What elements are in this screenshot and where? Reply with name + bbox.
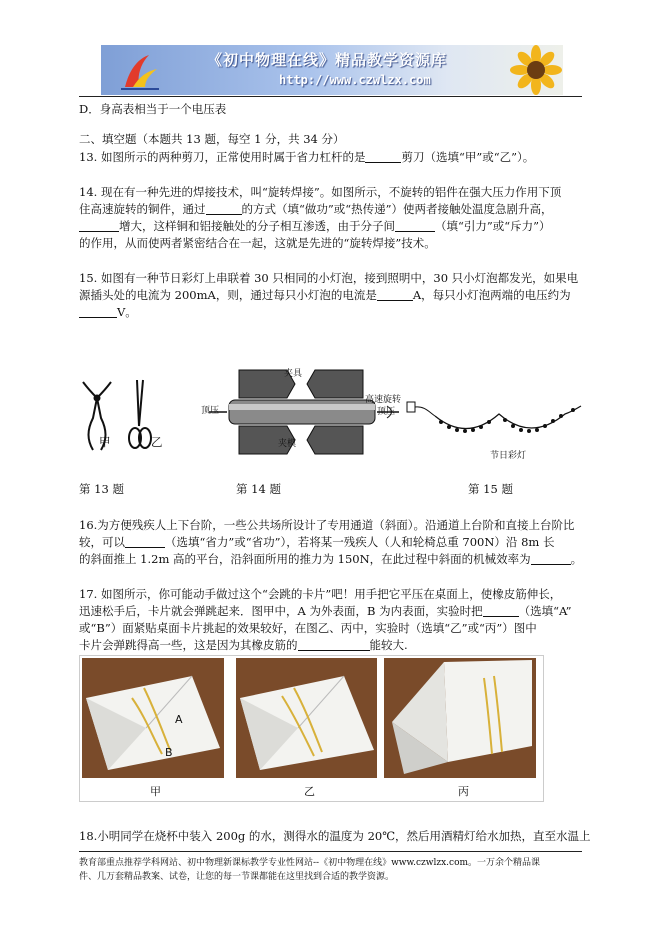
- section-heading: 二、填空题（本题共 13 题，每空 1 分，共 34 分）: [79, 132, 345, 146]
- site-logo-icon: [119, 51, 161, 91]
- q17-text-2a: 迅速松手后，卡片就会弹跳起来．图甲中，A 为外表面，B 为内表面，实验时把: [79, 604, 483, 618]
- q14-text-2b: 的方式（填“做功”或“热传递”）使两者接触处温度急剧升高，: [241, 202, 553, 216]
- q14-blank-3: [395, 219, 435, 232]
- q13-text-b: 剪刀（选填“甲”或“乙”）。: [401, 150, 535, 164]
- q16-text-3b: 。: [570, 552, 583, 566]
- photo-label-b: B: [165, 746, 173, 759]
- q14-blank-1: [206, 202, 242, 215]
- q15-blank-1: [377, 288, 413, 301]
- q14-blank-2: [79, 219, 119, 232]
- q14-line-2: [79, 201, 553, 217]
- q13-text-a: 13. 如图所示的两种剪刀，正常使用时属于省力杠杆的是: [79, 150, 366, 164]
- footer-line-2: 件、几万套精品教案、试卷，让您的每一节课都能在这里找到合适的教学资源。: [79, 872, 395, 882]
- q15-line-1: 15. 如图有一种节日彩灯上串联着 30 只相同的小灯泡，接到照明中，30 只小灯泡都发光，如果电: [79, 271, 579, 285]
- fig13-label-yi: 乙: [151, 435, 163, 449]
- q16-text-2b: （选填“省力”或“省功”），若将某一残疾人（人和轮椅总重 700N）沿 8m 长: [165, 535, 555, 549]
- photo-caption-jia: 甲: [150, 785, 161, 798]
- q17-blank-2: [298, 638, 370, 651]
- q14-line-1: 14. 现在有一种先进的焊接技术，叫“旋转焊接”。如图所示，不旋转的铝件在强大压力作用下顶: [79, 185, 562, 199]
- q16-blank-1: [125, 535, 165, 548]
- header-banner: [101, 45, 563, 95]
- q17-line-2: [79, 603, 571, 619]
- question-13: [79, 149, 534, 165]
- q15-text-2b: A，每只小灯泡两端的电压约为: [412, 288, 571, 302]
- fig14-label-right-rotate: 高速旋转: [365, 395, 402, 405]
- photo-caption-yi: 乙: [304, 785, 315, 798]
- footer-rule: [79, 851, 582, 852]
- q17-text-2b: （选填“A”: [518, 604, 572, 618]
- header-rule: [79, 96, 582, 97]
- photo-card-bing: [384, 658, 536, 778]
- q14-line-3: [79, 218, 551, 234]
- fig14-label-bottom: 夹模: [278, 439, 297, 449]
- photo-card-jia: [82, 658, 224, 778]
- q15-blank-2: [79, 305, 117, 318]
- q16-text-2a: 较，可以: [79, 535, 125, 549]
- q14-text-3a: 增大，这样铜和铝接触处的分子相互渗透，由于分子间: [119, 219, 395, 233]
- sunflower-icon: [506, 45, 563, 95]
- q16-text-3a: 的斜面推上 1.2m 高的平台，沿斜面所用的推力为 150N，在此过程中斜面的机械效率为: [79, 552, 531, 566]
- photo-caption-bing: 丙: [458, 785, 469, 798]
- q14-text-2a: 住高速旋转的铜件，通过: [79, 202, 206, 216]
- fig13-label-jia: 甲: [99, 435, 111, 449]
- q17-line-3: 或“B”）面紧贴桌面卡片挑起的效果较好，在图乙、丙中，实验时（选填“乙”或“丙”）图中: [79, 621, 537, 635]
- q16-blank-2: [531, 552, 571, 565]
- q16-line-1: 16.为方便残疾人上下台阶，一些公共场所设计了专用通道（斜面）。沿通道上台阶和直接上台阶比: [79, 518, 575, 532]
- figure-15-string-lights: [405, 394, 585, 444]
- q17-text-4b: 能较大.: [369, 638, 408, 652]
- q17-line-4: [79, 637, 408, 653]
- q16-line-2: [79, 534, 554, 550]
- photo-card-yi: [236, 658, 377, 778]
- option-d: D．身高表相当于一个电压表: [79, 102, 227, 116]
- banner-url: http://www.czwlzx.com: [279, 73, 431, 87]
- fig14-label-top: 夹具: [284, 369, 303, 379]
- q18-line-1: 18.小明同学在烧杯中装入 200g 的水，测得水的温度为 20℃，然后用酒精灯给水加热，直至水温上: [79, 829, 591, 843]
- banner-title: 《初中物理在线》精品教学资源库: [207, 51, 448, 69]
- caption-14: 第 14 题: [236, 482, 281, 496]
- q17-line-1: 17. 如图所示，你可能动手做过这个“会跳的卡片”吧！用手把它平压在桌面上，使橡皮筋伸长，: [79, 587, 562, 601]
- caption-15: 第 15 题: [468, 482, 513, 496]
- q17-text-4a: 卡片会弹跳得高一些，这是因为其橡皮筋的: [79, 638, 298, 652]
- q13-blank: [365, 150, 401, 163]
- fig15-label: 节日彩灯: [490, 451, 527, 461]
- q14-line-4: 的作用，从而使两者紧密结合在一起，这就是先进的“旋转焊接”技术。: [79, 236, 436, 250]
- caption-13: 第 13 题: [79, 482, 124, 496]
- q14-text-3b: （填“引力”或“斥力”）: [435, 219, 551, 233]
- fig14-label-left: 顶压: [201, 406, 220, 416]
- q17-blank-1: [483, 604, 519, 617]
- q15-text-2a: 源插头处的电流为 200mA，则，通过每只小灯泡的电流是: [79, 288, 377, 302]
- q15-line-3: [79, 304, 137, 320]
- footer-line-1: 教育部重点推荐学科网站、初中物理新课标教学专业性网站--《初中物理在线》www.czwlzx.com。一万余个精品课: [79, 858, 541, 868]
- photo-label-a: A: [175, 713, 183, 726]
- q15-text-3b: V。: [117, 305, 137, 319]
- q15-line-2: [79, 287, 571, 303]
- q16-line-3: [79, 551, 582, 567]
- fig14-label-right-press: 顶压: [377, 407, 396, 417]
